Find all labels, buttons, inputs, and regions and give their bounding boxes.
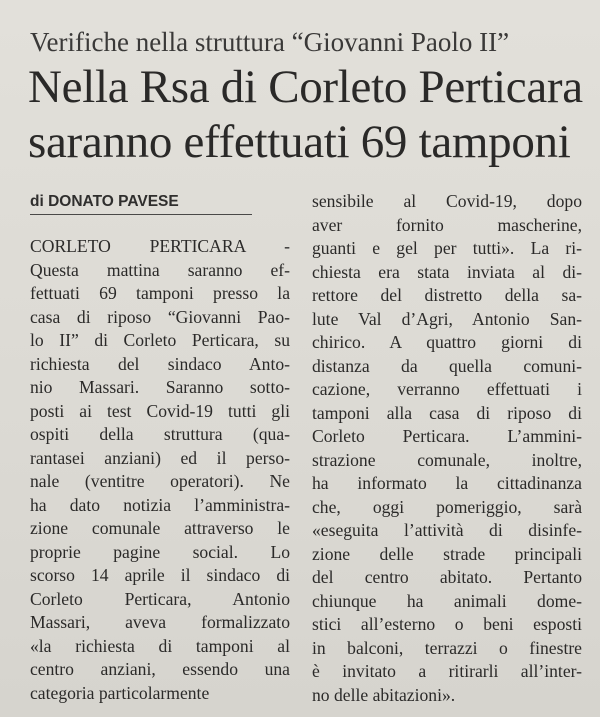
body-text-line: Massari, aveva formalizzato [30, 612, 290, 632]
body-text-line: richiesta del sindaco Anto- [30, 353, 290, 374]
body-text-line: Questa mattina saranno ef- [30, 259, 290, 280]
body-text-line: no delle abitazioni». [312, 684, 456, 705]
body-text-line: casa di riposo “Giovanni Pao- [30, 306, 290, 327]
body-text-line: lute Val d’Agri, Antonio San- [312, 308, 582, 329]
headline-line: Nella Rsa di Corleto Perticara [28, 61, 583, 113]
body-text-line: tamponi alla casa di riposo di [312, 402, 582, 423]
body-text-line: guanti e gel per tutti». La ri- [312, 238, 582, 258]
body-text-line: fettuati 69 tamponi presso la [30, 283, 290, 303]
body-text-line: in balconi, terrazzi o finestre [312, 637, 582, 658]
body-text-line: ha informato la cittadinanza [312, 473, 582, 493]
body-text-line: strazione comunale, inoltre, [312, 449, 582, 470]
headline-line: saranno effettuati 69 tamponi [28, 116, 571, 168]
body-text-line: posti ai test Covid-19 tutti gli [30, 400, 290, 421]
article-byline [30, 192, 252, 215]
body-text-line: nale (ventitre operatori). Ne [30, 471, 290, 491]
article-column-left [30, 235, 290, 705]
byline-prefix: di [30, 193, 44, 210]
body-text-line: chiesta era stata inviata al di- [312, 261, 582, 282]
body-text-line: scorso 14 aprile il sindaco di [30, 565, 290, 585]
body-text-line: distanza da quella comuni- [312, 355, 582, 376]
body-text-line: nio Massari. Saranno sotto- [30, 377, 290, 397]
body-text-line: zione delle strade principali [312, 543, 582, 564]
body-text-line: sensibile al Covid-19, dopo [312, 191, 582, 211]
body-text-line: rantasei anziani) ed il perso- [30, 447, 290, 468]
body-text-line: zione comunale attraverso le [30, 518, 290, 538]
body-text-line: chirico. A quattro giorni di [312, 332, 582, 352]
body-text-line: Corleto Perticara. L’ammini- [312, 426, 582, 446]
body-text-line: ha dato notizia l’amministra- [30, 494, 290, 515]
body-text-line: cazione, verranno effettuati i [312, 379, 582, 399]
byline-author: DONATO PAVESE [48, 193, 179, 210]
body-text-line: lo II” di Corleto Perticara, su [30, 330, 290, 350]
article-kicker: Verifiche nella struttura “Giovanni Paolo II” [30, 27, 510, 57]
body-text-line: centro anziani, essendo una [30, 659, 290, 679]
body-text-line: aver fornito mascherine, [312, 214, 582, 235]
body-text-line: ospiti della struttura (qua- [30, 424, 290, 444]
body-text-line: è invitato a ritirarli all’inter- [312, 661, 582, 681]
body-text-line: «eseguita l’attività di disinfe- [312, 520, 582, 540]
body-text-line: «la richiesta di tamponi al [30, 635, 290, 656]
body-text-line: stici all’esterno o beni esposti [312, 614, 582, 634]
body-text-line: categoria particolarmente [30, 682, 210, 703]
body-text-line: rettore del distretto della sa- [312, 285, 582, 305]
body-text-line: che, oggi pomeriggio, sarà [312, 496, 582, 517]
body-text-line: Corleto Perticara, Antonio [30, 588, 290, 609]
article-column-right [312, 190, 582, 707]
body-text-line: CORLETO PERTICARA - [30, 236, 290, 256]
article-headline [28, 60, 588, 170]
body-text-line: del centro abitato. Pertanto [312, 567, 582, 587]
body-text-line: proprie pagine social. Lo [30, 541, 290, 562]
body-text-line: chiunque ha animali dome- [312, 590, 582, 611]
